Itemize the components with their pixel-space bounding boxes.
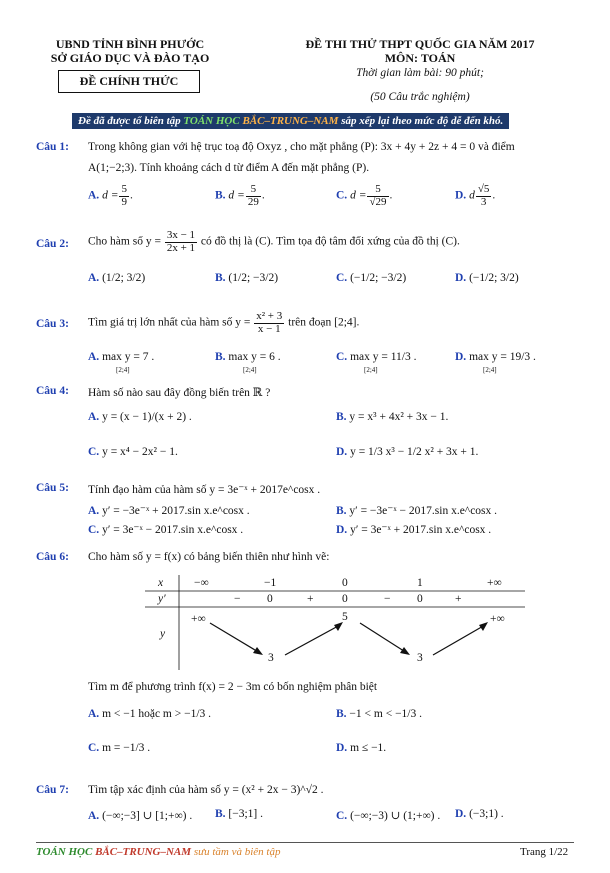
tbl-y-label: y <box>160 628 166 640</box>
q2-text: Cho hàm số y = $\frac{3x - 1}{2x + 1}$ có đồ thị là (C). Tìm tọa độ tâm đối xứng của đồ thị (C). <box>88 229 460 254</box>
footer-divider <box>36 842 574 843</box>
q7-option-a[interactable]: A. (−∞;−3] ∪ [1;+∞) . <box>88 810 193 822</box>
q4-text: Hàm số nào sau đây đồng biến trên ℝ ? <box>88 387 271 399</box>
tbl-y-max: 5 <box>342 611 348 623</box>
q5-text: Tính đạo hàm của hàm số y = 3e⁻ˣ + 2017e^cosx . <box>88 484 321 496</box>
q1-option-c[interactable]: C. d = $\frac{5}{√29}$ . <box>336 183 393 208</box>
q4-label: Câu 4: <box>36 385 69 397</box>
arrow-head-3 <box>400 647 410 655</box>
q3-label: Câu 3: <box>36 318 69 330</box>
arrow-up-1 <box>285 625 340 655</box>
tbl-sign-0: − <box>234 593 241 605</box>
arrow-head-1 <box>253 647 263 655</box>
tbl-sign-2: + <box>307 593 314 605</box>
footer-brand <box>36 846 280 858</box>
question-count: (50 Câu trắc nghiệm) <box>370 91 470 103</box>
q4-option-b[interactable]: B. y = x³ + 4x² + 3x − 1. <box>336 411 449 423</box>
tbl-y-left: +∞ <box>191 613 206 625</box>
q6-option-c[interactable]: C. m = −1/3 . <box>88 742 151 754</box>
q6-label: Câu 6: <box>36 551 69 563</box>
q7-text: Tìm tập xác định của hàm số y = (x² + 2x − 3)^√2 . <box>88 784 324 796</box>
banner <box>72 113 509 129</box>
q1-label: Câu 1: <box>36 141 69 153</box>
q2-label: Câu 2: <box>36 238 69 250</box>
tbl-sign-6: + <box>455 593 462 605</box>
tbl-x-1: −1 <box>264 577 277 589</box>
q2-option-c[interactable]: C. (−1/2; −3/2) <box>336 272 407 284</box>
exam-title: ĐỀ THI THỬ THPT QUỐC GIA NĂM 2017 <box>305 37 535 51</box>
tbl-x-3: 1 <box>417 577 423 589</box>
subject: MÔN: TOÁN <box>384 51 456 65</box>
tbl-x-label: x <box>158 577 164 589</box>
q5-option-a[interactable]: A. y′ = −3e⁻ˣ + 2017.sin x.e^cosx . <box>88 505 250 517</box>
page-number: Trang 1/22 <box>520 846 569 858</box>
tbl-sign-4: − <box>384 593 391 605</box>
footer-post: sưu tầm và biên tập <box>191 846 281 858</box>
q7-option-b[interactable]: B. [−3;1] . <box>215 808 264 820</box>
q4-option-d[interactable]: D. y = 1/3 x³ − 1/2 x² + 3x + 1. <box>336 446 479 458</box>
q1-text2: A(1;−2;3). Tính khoảng cách d từ điểm A đến mặt phẳng (P). <box>88 162 370 174</box>
footer-brand-2: BẮC–TRUNG–NAM <box>95 846 192 858</box>
arrow-head-4 <box>479 622 488 631</box>
banner-pre: Đề đã được tổ biên tập <box>78 115 184 127</box>
q2-option-b[interactable]: B. (1/2; −3/2) <box>215 272 279 284</box>
banner-brand-1: TOÁN HỌC <box>183 115 243 127</box>
q6-option-d[interactable]: D. m ≤ −1. <box>336 742 387 754</box>
q3-sub-a: [2;4] <box>116 366 130 374</box>
tbl-sign-5: 0 <box>417 593 423 605</box>
tbl-y-right: +∞ <box>490 613 505 625</box>
arrow-head-2 <box>334 622 343 631</box>
q3-sub-d: [2;4] <box>483 366 497 374</box>
q7-option-c[interactable]: C. (−∞;−3) ∪ (1;+∞) . <box>336 810 441 822</box>
q3-option-c[interactable]: C. max y = 11/3 . <box>336 351 417 363</box>
tbl-x-0: −∞ <box>194 577 209 589</box>
duration: Thời gian làm bài: 90 phút; <box>356 67 484 79</box>
q5-option-c[interactable]: C. y′ = 3e⁻ˣ − 2017.sin x.e^cosx . <box>88 524 244 536</box>
footer-brand-1: TOÁN HỌC <box>36 846 96 858</box>
tbl-x-4: +∞ <box>487 577 502 589</box>
q6-option-b[interactable]: B. −1 < m < −1/3 . <box>336 708 423 720</box>
q6-ask: Tìm m để phương trình f(x) = 2 − 3m có bốn nghiệm phân biệt <box>88 681 378 693</box>
q5-label: Câu 5: <box>36 482 69 494</box>
q3-sub-c: [2;4] <box>364 366 378 374</box>
arrow-down-2 <box>360 623 407 653</box>
q1-option-b[interactable]: B. d = $\frac{5}{29}$ . <box>215 183 265 208</box>
q3-option-b[interactable]: B. max y = 6 . <box>215 351 281 363</box>
tbl-sign-3: 0 <box>342 593 348 605</box>
arrow-down-1 <box>210 623 260 653</box>
q2-option-d[interactable]: D. (−1/2; 3/2) <box>455 272 519 284</box>
q4-option-a[interactable]: A. y = (x − 1)/(x + 2) . <box>88 411 192 423</box>
banner-brand-2: BẮC–TRUNG–NAM <box>242 115 339 127</box>
dept-sub: SỞ GIÁO DỤC VÀ ĐÀO TẠO <box>50 51 210 65</box>
tbl-x-2: 0 <box>342 577 348 589</box>
dept-name: UBND TỈNH BÌNH PHƯỚC <box>55 37 205 51</box>
q1-option-d[interactable]: D. d $\frac{√5}{3}$ . <box>455 183 496 208</box>
arrow-up-2 <box>433 625 485 655</box>
q3-text: Tìm giá trị lớn nhất của hàm số y = $\frac{\text{x² + 3}}{x - 1}$ trên đoạn [2;4]. <box>88 310 360 335</box>
tbl-sign-1: 0 <box>267 593 273 605</box>
q1-text1: Trong không gian với hệ trục toạ độ Oxyz , cho mặt phẳng (P): 3x + 4y + 2z + 4 = 0 và điểm <box>88 141 515 153</box>
q6-option-a[interactable]: A. m < −1 hoặc m > −1/3 . <box>88 708 212 720</box>
q7-option-d[interactable]: D. (−3;1) . <box>455 808 504 820</box>
q4-option-c[interactable]: C. y = x⁴ − 2x² − 1. <box>88 446 178 458</box>
q3-option-a[interactable]: A. max y = 7 . <box>88 351 155 363</box>
q1-option-a[interactable]: A. d = $\frac{5}{9}$ . <box>88 183 133 208</box>
q2-option-a[interactable]: A. (1/2; 3/2) <box>88 272 146 284</box>
q5-option-b[interactable]: B. y′ = −3e⁻ˣ − 2017.sin x.e^cosx . <box>336 505 498 517</box>
tbl-yp-label: y′ <box>158 593 166 605</box>
banner-post: sắp xếp lại theo mức độ dễ đến khó. <box>338 115 504 127</box>
official-badge: ĐỀ CHÍNH THỨC <box>58 70 200 93</box>
q5-option-d[interactable]: D. y′ = 3e⁻ˣ + 2017.sin x.e^cosx . <box>336 524 492 536</box>
q7-label: Câu 7: <box>36 784 69 796</box>
q6-text: Cho hàm số y = f(x) có bảng biến thiên như hình vẽ: <box>88 551 330 563</box>
tbl-y-min1: 3 <box>268 652 274 664</box>
q3-option-d[interactable]: D. max y = 19/3 . <box>455 351 536 363</box>
tbl-y-min2: 3 <box>417 652 423 664</box>
q3-sub-b: [2;4] <box>243 366 257 374</box>
